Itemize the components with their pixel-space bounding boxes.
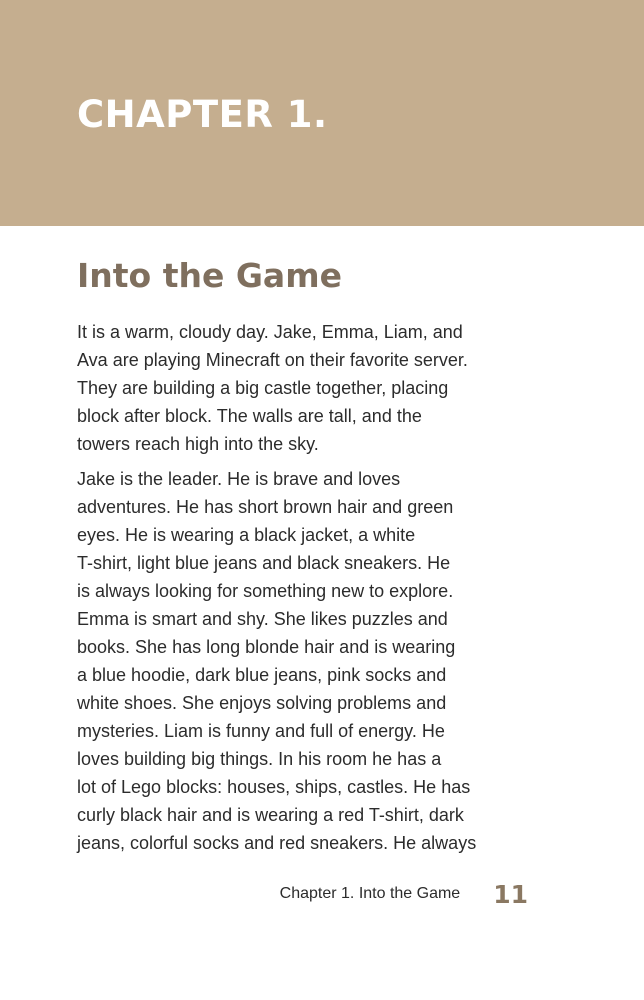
paragraph-2 <box>77 465 537 857</box>
text-line: T-shirt, light blue jeans and black sneakers. He <box>77 553 451 573</box>
text-line: Ava are playing Minecraft on their favorite server. <box>77 350 468 370</box>
running-head: Chapter 1. Into the Game <box>279 885 461 902</box>
chapter-header-band <box>0 0 644 226</box>
page-number: 11 <box>493 879 528 909</box>
chapter-label: CHAPTER 1. <box>77 93 328 136</box>
page-footer <box>280 876 528 912</box>
text-line: towers reach high into the sky. <box>77 434 319 454</box>
paragraph-1 <box>77 318 537 458</box>
text-line: They are building a big castle together, placing <box>77 378 449 398</box>
text-line: books. She has long blonde hair and is wearing <box>77 637 456 657</box>
text-line: mysteries. Liam is funny and full of energy. He <box>77 721 445 741</box>
text-line: curly black hair and is wearing a red T-shirt, dark <box>77 805 464 825</box>
text-line: white shoes. She enjoys solving problems and <box>77 693 447 713</box>
text-line: It is a warm, cloudy day. Jake, Emma, Liam, and <box>77 322 463 342</box>
text-line: lot of Lego blocks: houses, ships, castles. He has <box>77 777 471 797</box>
text-line: eyes. He is wearing a black jacket, a white <box>77 525 416 545</box>
text-line: Jake is the leader. He is brave and loves <box>77 469 401 489</box>
text-line: block after block. The walls are tall, and the <box>77 406 422 426</box>
text-line: is always looking for something new to explore. <box>77 581 454 601</box>
text-line: jeans, colorful socks and red sneakers. He always <box>77 833 477 853</box>
text-line: loves building big things. In his room he has a <box>77 749 442 769</box>
text-line: a blue hoodie, dark blue jeans, pink socks and <box>77 665 447 685</box>
text-line: adventures. He has short brown hair and green <box>77 497 454 517</box>
body-text <box>77 318 537 864</box>
chapter-title: Into the Game <box>77 256 342 295</box>
text-line: Emma is smart and shy. She likes puzzles and <box>77 609 448 629</box>
